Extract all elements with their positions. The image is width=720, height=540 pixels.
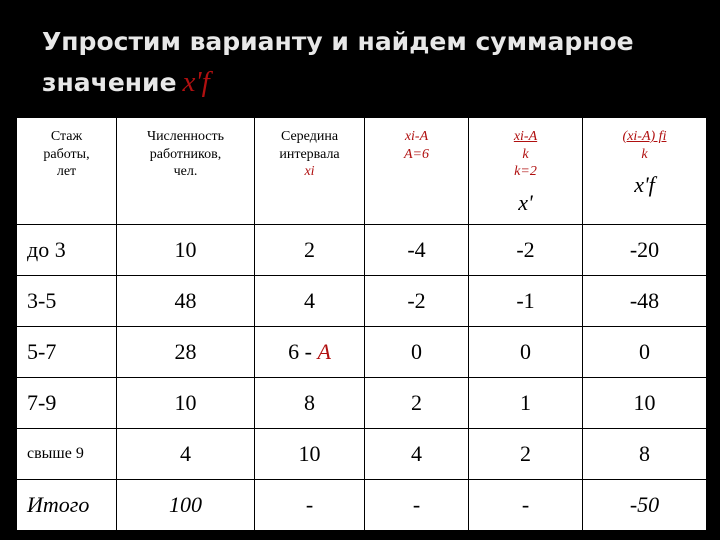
table-row: 5-7 28 6 - A 0 0 0: [17, 327, 707, 378]
symbol-x-prime-f: x'f: [634, 172, 655, 197]
symbol-x-prime: x': [518, 189, 533, 215]
header-deviation: xi-A A=6: [365, 118, 469, 225]
header-headcount: Численность работников, чел.: [117, 118, 255, 225]
table-header-row: [17, 118, 707, 225]
table-row: до 3 10 2 -4 -2 -20: [17, 225, 707, 276]
header-weighted: (xi-A) fi k x'f: [583, 118, 707, 225]
title-text: Упростим варианту и найдем суммарное значение: [42, 27, 634, 97]
header-scaled-deviation: xi-A k k=2 x': [469, 118, 583, 225]
header-experience: Стаж работы, лет: [17, 118, 117, 225]
table-row-total: Итого 100 - - - -50: [17, 480, 707, 531]
header-midpoint: Середина интервала xi: [255, 118, 365, 225]
table-row: свыше 9 4 10 4 2 8: [17, 429, 707, 480]
midpoint-A-cell: 6 - A: [255, 327, 365, 378]
data-table: [16, 117, 707, 531]
table-row: 3-5 48 4 -2 -1 -48: [17, 276, 707, 327]
slide-title: [42, 22, 702, 103]
table-row: 7-9 10 8 2 1 10: [17, 378, 707, 429]
title-formula: x'f: [182, 66, 210, 98]
